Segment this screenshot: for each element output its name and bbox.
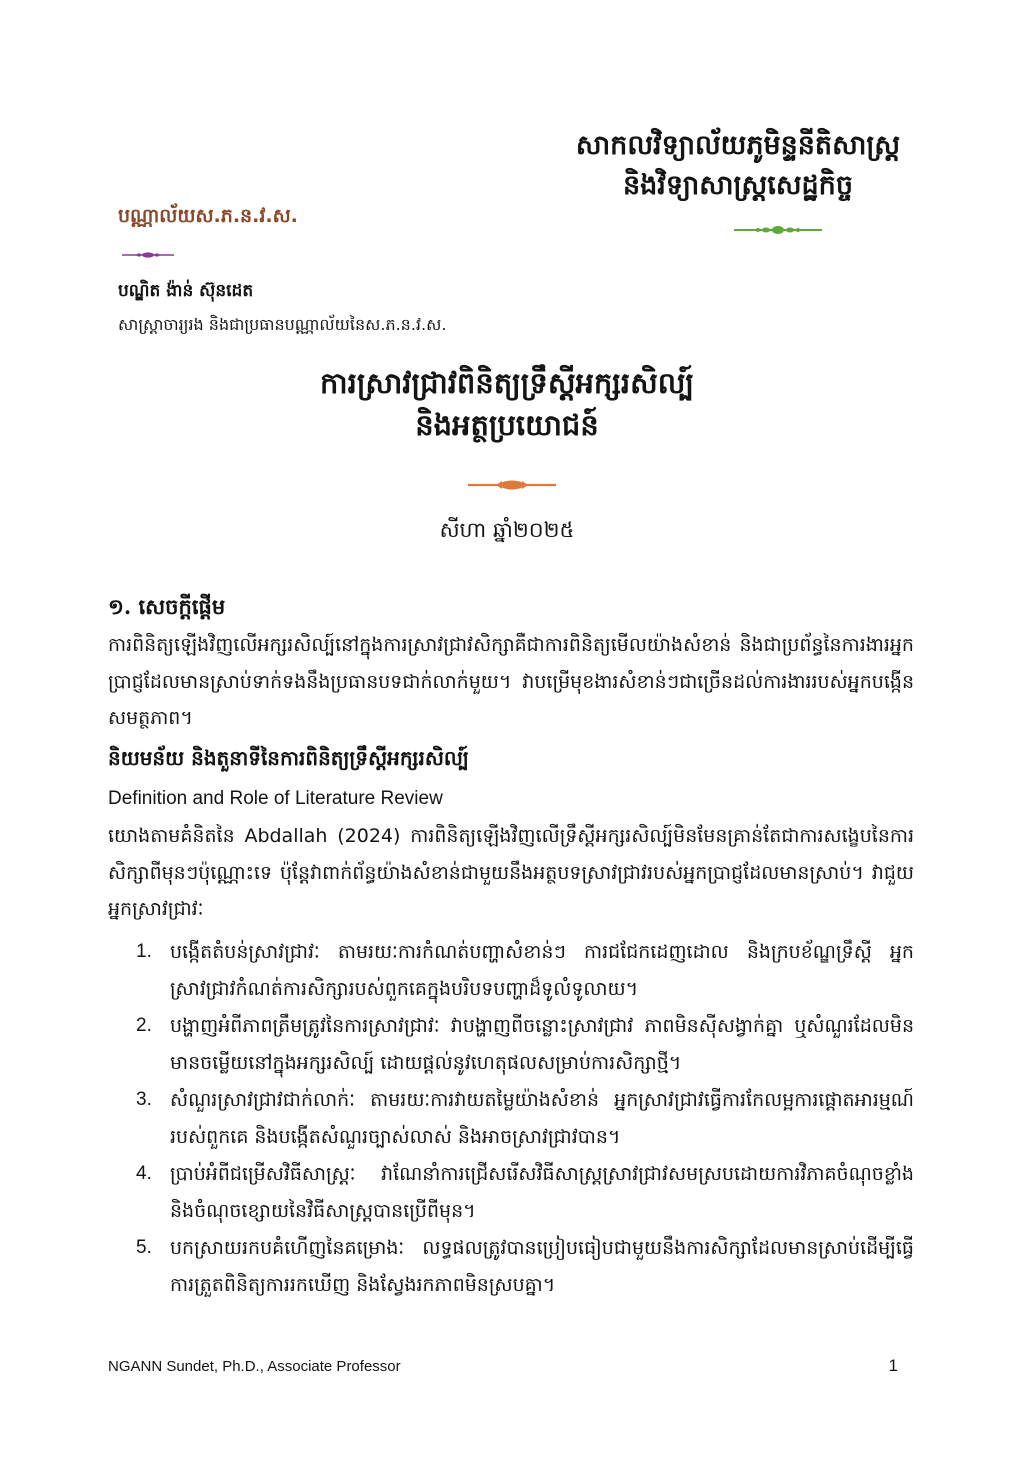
section-heading: ១. សេចក្តីផ្តើម	[108, 594, 226, 619]
list-item-text: បង្ហាញអំពីភាពត្រឹមត្រូវនៃការស្រាវជ្រាវៈ វាបង្ហាញពីចន្លោះស្រាវជ្រាវ ភាពមិនស៊ីសង្វាក់គ្នា ឬសំណួរដែលមិនមានចម្លើយនៅក្នុងអក្សរសិល្ប៍ ដោយផ្តល់នូវហេតុផលសម្រាប់ការសិក្សាថ្មី។	[170, 1015, 914, 1074]
institution-line-1: សាកលវិទ្យាល័យភូមិន្ទនីតិសាស្រ្ត	[575, 130, 901, 161]
list-item	[136, 934, 914, 1007]
footer-author: NGANN Sundet, Ph.D., Associate Professor	[108, 1358, 401, 1375]
document-title	[0, 362, 1014, 446]
author-name: បណ្ឌិត ង៉ាន់ ស៊ុនដេត	[118, 281, 254, 301]
subheading-english: Definition and Role of Literature Review	[108, 788, 443, 809]
intro-paragraph: ការពិនិត្យឡើងវិញលើអក្សរសិល្ប៍នៅក្នុងការស្រាវជ្រាវសិក្សាគឺជាការពិនិត្យមើលយ៉ាងសំខាន់ និងជាប្រព័ន្ធនៃការងារអ្នកប្រាជ្ញដែលមានស្រាប់ទាក់ទងនឹងប្រធានបទជាក់លាក់មួយ។ វាបម្រើមុខងារសំខាន់ៗជាច្រើនដល់ការងាររបស់អ្នកបង្កើនសមត្ថភាព។	[108, 634, 914, 729]
numbered-list	[136, 934, 914, 1304]
document-date: សីហា ឆ្នាំ២០២៥	[439, 518, 575, 542]
list-item-number: 4.	[136, 1163, 152, 1184]
list-item-text: បកស្រាយរកបគំហើញនៃគម្រោងៈ លទ្ធផលត្រូវបានប្រៀបធៀបជាមួយនឹងការសិក្សាដែលមានស្រាប់ដើម្បីធ្វើការត្រួតពិនិត្យការរកឃើញ និងស្វែងរកភាពមិនស្របគ្នា។	[170, 1237, 914, 1296]
list-item-text: សំណួរស្រាវជ្រាវជាក់លាក់ៈ តាមរយៈការវាយតម្លៃយ៉ាងសំខាន់ អ្នកស្រាវជ្រាវធ្វើការកែលម្អការផ្តោតអារម្មណ៍របស់ពួកគេ និងបង្កើតសំណួរច្បាស់លាស់ និងអាចស្រាវជ្រាវបាន។	[170, 1089, 914, 1148]
list-item	[136, 1156, 914, 1229]
list-item	[136, 1230, 914, 1303]
orange-ornament-icon	[468, 478, 556, 492]
list-item-number: 1.	[136, 941, 152, 962]
green-ornament-icon	[734, 224, 822, 236]
list-item	[136, 1008, 914, 1081]
document-title-line-1: ការស្រាវជ្រាវពិនិត្យទ្រឹស្តីអក្សរសិល្ប៍	[320, 366, 694, 400]
body-paragraph: យោងតាមគំនិតនៃ Abdallah (2024) ការពិនិត្យឡើងវិញលើទ្រឹស្តីអក្សរសិល្ប៍មិនមែនគ្រាន់តែជាការសង្ខេបនៃការសិក្សាពីមុនៗប៉ុណ្ណោះទេ ប៉ុន្តែវាពាក់ព័ន្ធយ៉ាងសំខាន់ជាមួយនឹងអត្ថបទស្រាវជ្រាវរបស់អ្នកប្រាជ្ញដែលមានស្រាប់។ វាជួយអ្នកស្រាវជ្រាវៈ	[108, 825, 914, 920]
list-item-text: ប្រាប់អំពីជម្រើសវិធីសាស្រ្តៈ វាណែនាំការជ្រើសរើសវិធីសាស្រ្តស្រាវជ្រាវសមស្របដោយការវិភាគចំណុចខ្លាំង និងចំណុចខ្សោយនៃវិធីសាស្រ្តបានប្រើពីមុន។	[170, 1163, 914, 1222]
department-name: បណ្ណាល័យស.ភ.ន.វ.ស.	[118, 205, 298, 227]
list-item-number: 5.	[136, 1237, 152, 1258]
list-item	[136, 1082, 914, 1155]
list-item-text: បង្កើតតំបន់ស្រាវជ្រាវៈ តាមរយៈការកំណត់បញ្ហាសំខាន់ៗ ការជជែកដេញដោល និងក្របខ័ណ្ឌទ្រឹស្តី អ្នកស្រាវជ្រាវកំណត់ការសិក្សារបស់ពួកគេក្នុងបរិបទបញ្ហាដ៏ទូលំទូលាយ។	[170, 941, 914, 1000]
list-item-number: 3.	[136, 1089, 152, 1110]
list-item-number: 2.	[136, 1015, 152, 1036]
page-number: 1	[888, 1356, 898, 1375]
institution-name	[528, 126, 948, 206]
author-title: សាស្ត្រាចារ្យរង និងជាប្រធានបណ្ណាល័យនៃស.ភ.ន.វ.ស.	[118, 315, 447, 334]
purple-ornament-icon	[122, 250, 174, 260]
institution-line-2: និងវិទ្យាសាស្រ្តសេដ្ឋកិច្ច	[623, 170, 853, 201]
subheading-khmer: និយមន័យ និងតួនាទីនៃការពិនិត្យទ្រឹស្តីអក្សរសិល្ប៍	[108, 746, 469, 770]
document-title-line-2: និងអត្ថប្រយោជន៍	[415, 408, 599, 442]
